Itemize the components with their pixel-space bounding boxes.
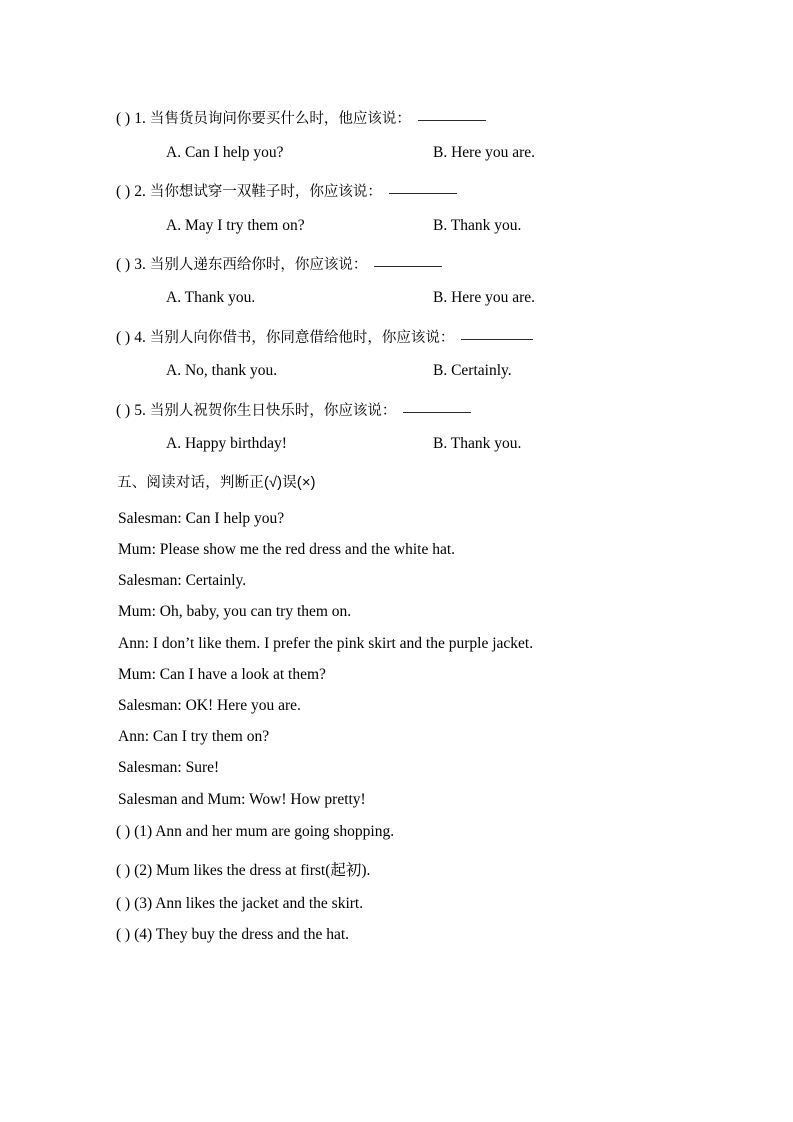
- tf-number-1: (1): [134, 823, 153, 840]
- dialogue-line-6: Mum: Can I have a look at them?: [118, 666, 326, 683]
- option-a-1[interactable]: A. Can I help you?: [166, 144, 284, 161]
- dialogue-line-8: Ann: Can I try them on?: [118, 728, 270, 745]
- option-b-3[interactable]: B. Here you are.: [433, 289, 535, 306]
- question-text-5: 当别人祝贺你生日快乐时，你应该说：: [149, 403, 397, 419]
- tf-bracket-3[interactable]: ( ): [116, 895, 131, 912]
- tf-text-3: Ann likes the jacket and the skirt.: [155, 895, 364, 912]
- dialogue-line-3: Salesman: Certainly.: [118, 572, 247, 589]
- true-false-item-3: [116, 895, 363, 913]
- tf-number-2: (2): [134, 862, 153, 879]
- answer-blank-4[interactable]: [461, 339, 533, 340]
- true-false-item-4: [116, 926, 349, 944]
- question-stem-3: [116, 253, 442, 274]
- true-false-item-2: [116, 858, 370, 880]
- tf-number-3: (3): [134, 895, 153, 912]
- option-b-5[interactable]: B. Thank you.: [433, 435, 522, 452]
- tf-bracket-4[interactable]: ( ): [116, 926, 131, 943]
- true-false-item-1: [116, 823, 394, 841]
- answer-bracket-5[interactable]: ( ): [116, 402, 131, 419]
- tf-bracket-1[interactable]: ( ): [116, 823, 131, 840]
- question-number-3: 3.: [134, 256, 146, 273]
- tf-bracket-2[interactable]: ( ): [116, 862, 131, 879]
- answer-blank-5[interactable]: [403, 412, 471, 413]
- question-number-4: 4.: [134, 329, 146, 346]
- question-number-5: 5.: [134, 402, 146, 419]
- dialogue-line-9: Salesman: Sure!: [118, 759, 220, 776]
- dialogue-line-5: Ann: I don’t like them. I prefer the pink skirt and the purple jacket.: [118, 635, 534, 652]
- answer-blank-2[interactable]: [389, 193, 457, 194]
- question-number-2: 2.: [134, 183, 146, 200]
- dialogue-line-10: Salesman and Mum: Wow! How pretty!: [118, 791, 366, 808]
- answer-bracket-2[interactable]: ( ): [116, 183, 131, 200]
- dialogue-line-2: Mum: Please show me the red dress and the white hat.: [118, 541, 456, 558]
- option-a-5[interactable]: A. Happy birthday!: [166, 435, 287, 452]
- question-text-2: 当你想试穿一双鞋子时，你应该说：: [149, 184, 382, 200]
- answer-bracket-4[interactable]: ( ): [116, 329, 131, 346]
- answer-blank-3[interactable]: [374, 266, 442, 267]
- answer-blank-1[interactable]: [418, 120, 486, 121]
- option-a-4[interactable]: A. No, thank you.: [166, 362, 278, 379]
- option-b-4[interactable]: B. Certainly.: [433, 362, 512, 379]
- question-text-3: 当别人递东西给你时，你应该说：: [149, 257, 368, 273]
- question-stem-4: [116, 326, 533, 347]
- tf-text-2: Mum likes the dress at first(起初).: [156, 862, 371, 879]
- dialogue-line-1: Salesman: Can I help you?: [118, 510, 285, 527]
- answer-bracket-1[interactable]: ( ): [116, 110, 131, 127]
- option-a-2[interactable]: A. May I try them on?: [166, 217, 305, 234]
- option-b-1[interactable]: B. Here you are.: [433, 144, 535, 161]
- question-text-1: 当售货员询问你要买什么时，他应该说：: [149, 111, 411, 127]
- question-stem-1: [116, 107, 486, 128]
- option-b-2[interactable]: B. Thank you.: [433, 217, 522, 234]
- dialogue-line-7: Salesman: OK! Here you are.: [118, 697, 301, 714]
- tf-number-4: (4): [134, 926, 153, 943]
- answer-bracket-3[interactable]: ( ): [116, 256, 131, 273]
- question-text-4: 当别人向你借书，你同意借给他时，你应该说：: [149, 330, 455, 346]
- tf-text-1: Ann and her mum are going shopping.: [155, 823, 395, 840]
- tf-text-4: They buy the dress and the hat.: [155, 926, 350, 943]
- question-number-1: 1.: [134, 110, 146, 127]
- section-heading-five: 五、阅读对话，判断正(√)误(×): [117, 475, 316, 491]
- dialogue-line-4: Mum: Oh, baby, you can try them on.: [118, 603, 352, 620]
- option-a-3[interactable]: A. Thank you.: [166, 289, 256, 306]
- question-stem-5: [116, 399, 471, 420]
- question-stem-2: [116, 180, 457, 201]
